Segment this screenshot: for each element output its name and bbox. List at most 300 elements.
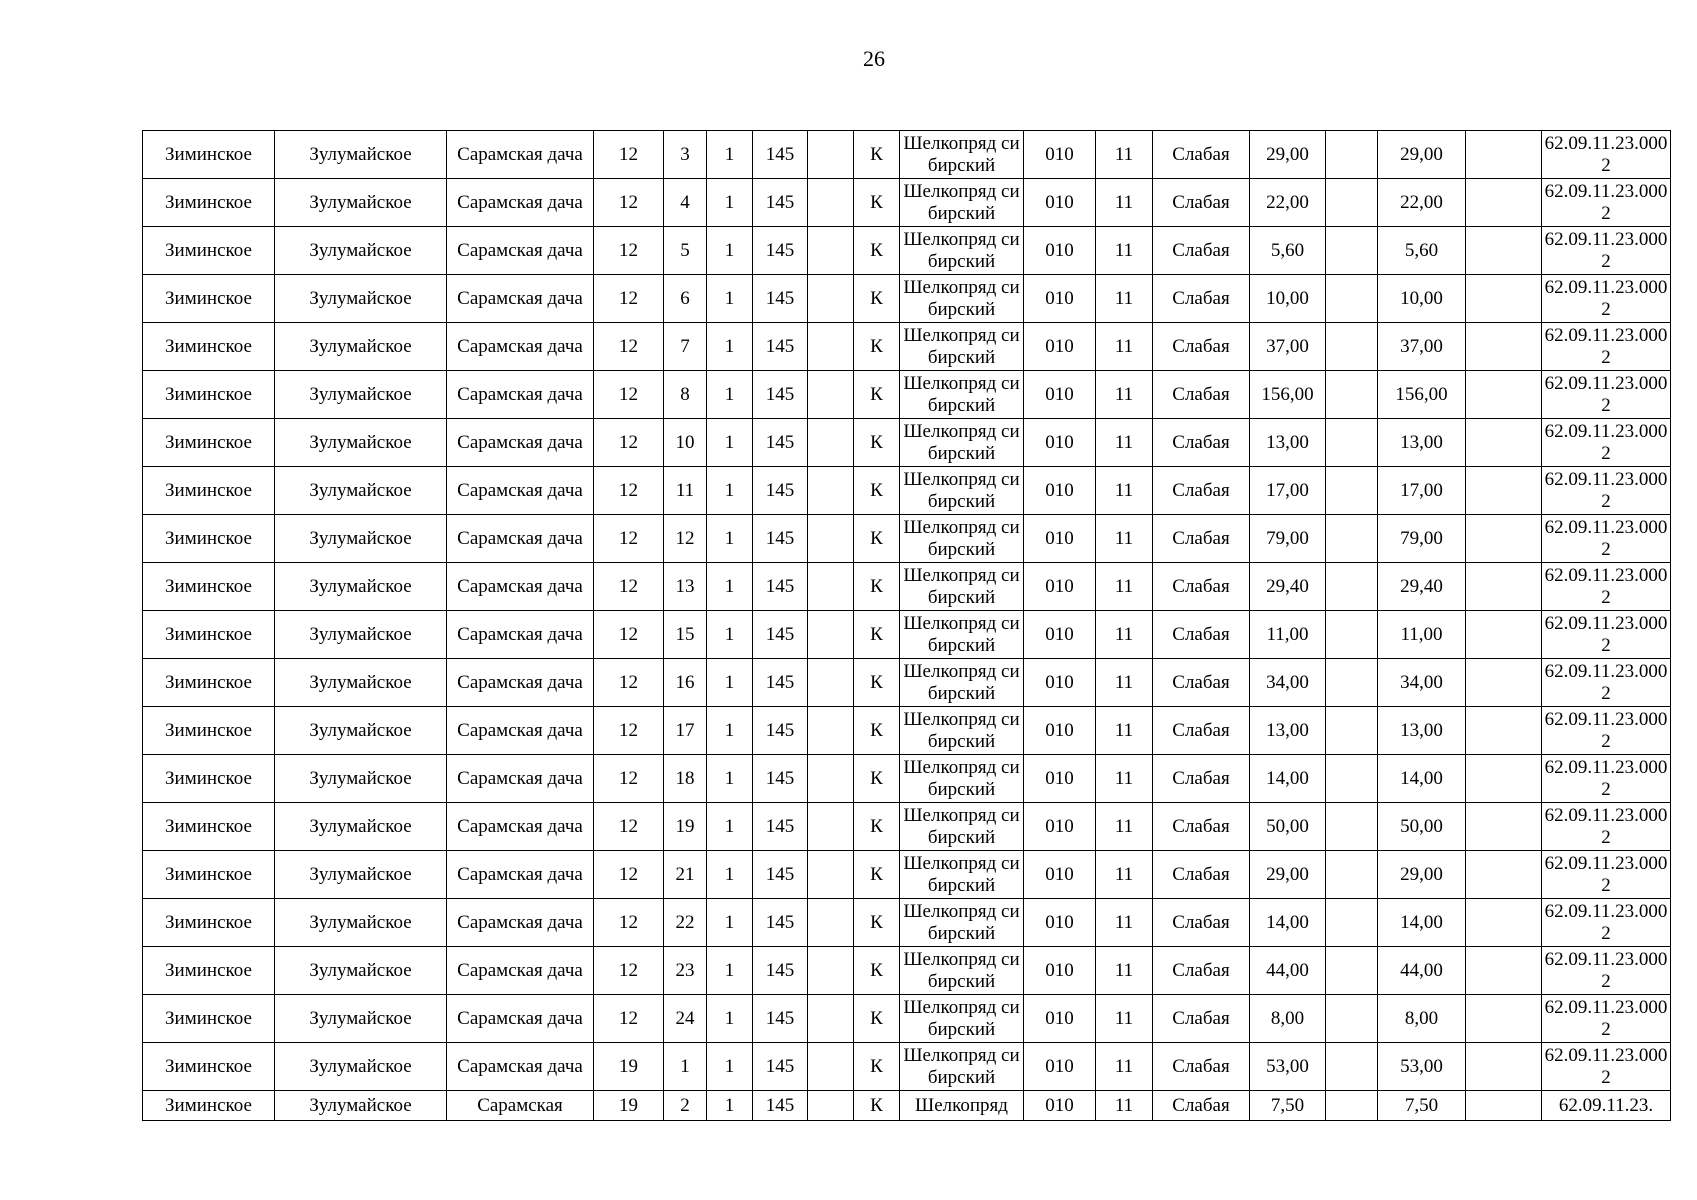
- table-cell: Шелкопряд сибирский: [900, 1043, 1024, 1091]
- table-cell: 1: [707, 227, 753, 275]
- table-cell: Зулумайское: [275, 131, 447, 179]
- table-cell: 1: [707, 659, 753, 707]
- page-number: 26: [863, 46, 885, 71]
- table-cell: 010: [1024, 899, 1096, 947]
- table-cell: 62.09.11.23.0002: [1542, 851, 1671, 899]
- table-cell: [808, 131, 854, 179]
- table-cell: Шелкопряд сибирский: [900, 851, 1024, 899]
- table-cell: Зулумайское: [275, 515, 447, 563]
- table-row: [143, 1043, 1671, 1091]
- table-cell: Слабая: [1153, 515, 1250, 563]
- table-cell: Зулумайское: [275, 755, 447, 803]
- table-cell: [1466, 1091, 1542, 1121]
- table-cell: Шелкопряд сибирский: [900, 131, 1024, 179]
- table-row: [143, 755, 1671, 803]
- table-cell: [1326, 947, 1378, 995]
- table-cell: Зиминское: [143, 515, 275, 563]
- table-cell: [808, 611, 854, 659]
- table-cell: 13,00: [1378, 707, 1466, 755]
- table-cell: К: [854, 371, 900, 419]
- table-cell: [1326, 275, 1378, 323]
- table-cell: [808, 1043, 854, 1091]
- table-cell: 79,00: [1378, 515, 1466, 563]
- table-cell: 11: [1096, 707, 1153, 755]
- table-cell: 13,00: [1250, 707, 1326, 755]
- table-cell: [1326, 1043, 1378, 1091]
- table-cell: [1326, 611, 1378, 659]
- table-cell: Слабая: [1153, 563, 1250, 611]
- table-cell: К: [854, 659, 900, 707]
- table-cell: 8,00: [1250, 995, 1326, 1043]
- table-cell: 145: [753, 659, 808, 707]
- table-cell: 5,60: [1378, 227, 1466, 275]
- table-cell: Сарамская дача: [447, 947, 594, 995]
- table-cell: К: [854, 563, 900, 611]
- table-cell: [808, 563, 854, 611]
- table-row: [143, 659, 1671, 707]
- table-cell: [1326, 323, 1378, 371]
- table-cell: Слабая: [1153, 131, 1250, 179]
- table-cell: 11: [1096, 803, 1153, 851]
- table-cell: Сарамская дача: [447, 275, 594, 323]
- table-cell: 11: [1096, 947, 1153, 995]
- table-cell: [808, 227, 854, 275]
- table-cell: 62.09.11.23.0002: [1542, 611, 1671, 659]
- table-cell: К: [854, 275, 900, 323]
- table-cell: 145: [753, 275, 808, 323]
- table-cell: 12: [594, 899, 664, 947]
- table-cell: 12: [594, 467, 664, 515]
- table-cell: 1: [707, 707, 753, 755]
- table-cell: 145: [753, 995, 808, 1043]
- table-cell: Слабая: [1153, 1091, 1250, 1121]
- table-cell: Зиминское: [143, 323, 275, 371]
- table-cell: 11: [664, 467, 707, 515]
- table-cell: 145: [753, 755, 808, 803]
- table-cell: Зулумайское: [275, 899, 447, 947]
- table-cell: Зиминское: [143, 851, 275, 899]
- table-cell: 1: [707, 419, 753, 467]
- table-cell: 010: [1024, 275, 1096, 323]
- table-cell: Слабая: [1153, 371, 1250, 419]
- table-cell: Шелкопряд сибирский: [900, 227, 1024, 275]
- table-cell: К: [854, 515, 900, 563]
- table-cell: 010: [1024, 947, 1096, 995]
- table-cell: 010: [1024, 227, 1096, 275]
- table-cell: [1466, 851, 1542, 899]
- table-cell: [808, 1091, 854, 1121]
- table-cell: 50,00: [1378, 803, 1466, 851]
- table-cell: 62.09.11.23.0002: [1542, 947, 1671, 995]
- table-cell: Зиминское: [143, 419, 275, 467]
- table-cell: К: [854, 707, 900, 755]
- table-cell: К: [854, 851, 900, 899]
- table-cell: 14,00: [1250, 755, 1326, 803]
- table-cell: 12: [594, 563, 664, 611]
- table-cell: 29,40: [1250, 563, 1326, 611]
- table-cell: 22,00: [1378, 179, 1466, 227]
- table-cell: 62.09.11.23.0002: [1542, 755, 1671, 803]
- table-cell: Зиминское: [143, 755, 275, 803]
- table-cell: 010: [1024, 131, 1096, 179]
- table-cell: 145: [753, 707, 808, 755]
- table-cell: К: [854, 899, 900, 947]
- table-cell: 62.09.11.23.0002: [1542, 515, 1671, 563]
- table-cell: [1466, 707, 1542, 755]
- table-cell: 145: [753, 323, 808, 371]
- table-row: [143, 275, 1671, 323]
- table-cell: 13: [664, 563, 707, 611]
- table-cell: Слабая: [1153, 419, 1250, 467]
- table-cell: 62.09.11.23.0002: [1542, 179, 1671, 227]
- table-cell: 12: [594, 275, 664, 323]
- table-cell: 6: [664, 275, 707, 323]
- table-cell: Зиминское: [143, 659, 275, 707]
- table-cell: 1: [707, 947, 753, 995]
- table-cell: 7,50: [1378, 1091, 1466, 1121]
- table-cell: Зиминское: [143, 707, 275, 755]
- table-cell: 1: [707, 851, 753, 899]
- table-cell: Шелкопряд: [900, 1091, 1024, 1121]
- table-cell: Шелкопряд сибирский: [900, 467, 1024, 515]
- table-cell: 1: [664, 1043, 707, 1091]
- table-cell: Слабая: [1153, 851, 1250, 899]
- table-cell: К: [854, 755, 900, 803]
- table-cell: [808, 803, 854, 851]
- table-cell: К: [854, 131, 900, 179]
- table-row: [143, 467, 1671, 515]
- table-cell: 1: [707, 467, 753, 515]
- table-cell: 11: [1096, 995, 1153, 1043]
- table-cell: Слабая: [1153, 323, 1250, 371]
- table-cell: 11: [1096, 515, 1153, 563]
- table-cell: 1: [707, 131, 753, 179]
- table-cell: 1: [707, 755, 753, 803]
- table-cell: 34,00: [1250, 659, 1326, 707]
- table-cell: Слабая: [1153, 803, 1250, 851]
- table-cell: Сарамская дача: [447, 707, 594, 755]
- table-cell: 145: [753, 179, 808, 227]
- table-row: [143, 995, 1671, 1043]
- table-cell: [1326, 899, 1378, 947]
- table-cell: 29,00: [1250, 851, 1326, 899]
- table-cell: 62.09.11.23.0002: [1542, 419, 1671, 467]
- table-cell: 62.09.11.23.0002: [1542, 707, 1671, 755]
- table-cell: 18: [664, 755, 707, 803]
- table-cell: [1326, 803, 1378, 851]
- table-cell: Слабая: [1153, 467, 1250, 515]
- table-cell: 50,00: [1250, 803, 1326, 851]
- table-cell: Зиминское: [143, 131, 275, 179]
- table-cell: 11: [1096, 131, 1153, 179]
- table-cell: 1: [707, 179, 753, 227]
- table-cell: 44,00: [1378, 947, 1466, 995]
- table-cell: Шелкопряд сибирский: [900, 419, 1024, 467]
- table-cell: 010: [1024, 995, 1096, 1043]
- table-cell: 10,00: [1250, 275, 1326, 323]
- table-cell: [1466, 803, 1542, 851]
- table-cell: [808, 323, 854, 371]
- table-cell: Сарамская дача: [447, 899, 594, 947]
- table-cell: Зулумайское: [275, 851, 447, 899]
- table-cell: Шелкопряд сибирский: [900, 179, 1024, 227]
- table-cell: 11: [1096, 563, 1153, 611]
- table-cell: Зулумайское: [275, 707, 447, 755]
- table-cell: [808, 899, 854, 947]
- table-cell: Зулумайское: [275, 467, 447, 515]
- table-cell: Шелкопряд сибирский: [900, 899, 1024, 947]
- table-cell: Зулумайское: [275, 275, 447, 323]
- table-cell: [1466, 179, 1542, 227]
- table-cell: 62.09.11.23.0002: [1542, 275, 1671, 323]
- table-cell: Зиминское: [143, 803, 275, 851]
- table-cell: 79,00: [1250, 515, 1326, 563]
- table-cell: 12: [664, 515, 707, 563]
- table-cell: 4: [664, 179, 707, 227]
- table-cell: 010: [1024, 851, 1096, 899]
- table-cell: [808, 947, 854, 995]
- table-cell: [808, 515, 854, 563]
- table-cell: Зиминское: [143, 371, 275, 419]
- table-cell: 12: [594, 659, 664, 707]
- table-cell: Сарамская: [447, 1091, 594, 1121]
- table-row: [143, 1091, 1671, 1121]
- table-cell: 145: [753, 947, 808, 995]
- table-cell: 1: [707, 899, 753, 947]
- table-body: [143, 131, 1671, 1121]
- table-cell: [1326, 131, 1378, 179]
- table-cell: Сарамская дача: [447, 371, 594, 419]
- table-cell: 62.09.11.23.0002: [1542, 659, 1671, 707]
- table-cell: 11: [1096, 227, 1153, 275]
- table-cell: Зулумайское: [275, 803, 447, 851]
- table-cell: Зиминское: [143, 1043, 275, 1091]
- table-cell: 010: [1024, 611, 1096, 659]
- table-cell: 29,40: [1378, 563, 1466, 611]
- table-cell: [1326, 419, 1378, 467]
- table-cell: 145: [753, 1091, 808, 1121]
- table-cell: 1: [707, 515, 753, 563]
- table-cell: [1466, 1043, 1542, 1091]
- table-cell: [1326, 467, 1378, 515]
- table-cell: 62.09.11.23.0002: [1542, 803, 1671, 851]
- table-cell: Сарамская дача: [447, 995, 594, 1043]
- table-cell: [1466, 275, 1542, 323]
- table-cell: Сарамская дача: [447, 611, 594, 659]
- table-cell: Зиминское: [143, 275, 275, 323]
- table-cell: 34,00: [1378, 659, 1466, 707]
- table-cell: 14,00: [1250, 899, 1326, 947]
- table-cell: 010: [1024, 1091, 1096, 1121]
- table-cell: 5,60: [1250, 227, 1326, 275]
- table-cell: 29,00: [1378, 851, 1466, 899]
- table-cell: [808, 707, 854, 755]
- table-cell: 010: [1024, 707, 1096, 755]
- table-cell: Зиминское: [143, 947, 275, 995]
- table-cell: [1466, 323, 1542, 371]
- table-cell: [1326, 659, 1378, 707]
- table-cell: 010: [1024, 419, 1096, 467]
- table-cell: [1326, 1091, 1378, 1121]
- table-cell: [1466, 755, 1542, 803]
- table-cell: 1: [707, 371, 753, 419]
- table-cell: Зулумайское: [275, 179, 447, 227]
- table-cell: 24: [664, 995, 707, 1043]
- table-cell: [1326, 563, 1378, 611]
- table-cell: 12: [594, 179, 664, 227]
- table-row: [143, 227, 1671, 275]
- table-cell: 7,50: [1250, 1091, 1326, 1121]
- table-cell: К: [854, 1091, 900, 1121]
- table-cell: 44,00: [1250, 947, 1326, 995]
- table-cell: 17: [664, 707, 707, 755]
- table-cell: Зулумайское: [275, 1091, 447, 1121]
- table-cell: 14,00: [1378, 755, 1466, 803]
- table-cell: 62.09.11.23.0002: [1542, 899, 1671, 947]
- table-cell: 11: [1096, 323, 1153, 371]
- table-cell: 62.09.11.23.0002: [1542, 323, 1671, 371]
- table-cell: [1466, 611, 1542, 659]
- table-row: [143, 803, 1671, 851]
- table-cell: 156,00: [1378, 371, 1466, 419]
- table-cell: [808, 659, 854, 707]
- table-cell: Зулумайское: [275, 419, 447, 467]
- table-cell: 13,00: [1250, 419, 1326, 467]
- table-cell: [1326, 755, 1378, 803]
- table-cell: 11,00: [1378, 611, 1466, 659]
- table-cell: К: [854, 611, 900, 659]
- table-cell: 16: [664, 659, 707, 707]
- table-cell: 010: [1024, 467, 1096, 515]
- table-cell: К: [854, 947, 900, 995]
- table-cell: 12: [594, 419, 664, 467]
- table-cell: 29,00: [1250, 131, 1326, 179]
- table-cell: Сарамская дача: [447, 467, 594, 515]
- table-cell: 145: [753, 371, 808, 419]
- forest-damage-table: [142, 130, 1671, 1121]
- table-cell: 11: [1096, 659, 1153, 707]
- table-cell: 010: [1024, 755, 1096, 803]
- table-cell: 8,00: [1378, 995, 1466, 1043]
- table-cell: 145: [753, 851, 808, 899]
- table-cell: 156,00: [1250, 371, 1326, 419]
- table-cell: [808, 419, 854, 467]
- table-cell: [808, 755, 854, 803]
- table-cell: 1: [707, 563, 753, 611]
- table-cell: 1: [707, 1091, 753, 1121]
- table-cell: 145: [753, 515, 808, 563]
- table-cell: 12: [594, 707, 664, 755]
- table-cell: Сарамская дача: [447, 563, 594, 611]
- table-cell: Сарамская дача: [447, 227, 594, 275]
- table-cell: 145: [753, 467, 808, 515]
- table-cell: Сарамская дача: [447, 131, 594, 179]
- table-cell: Слабая: [1153, 899, 1250, 947]
- table-cell: 37,00: [1250, 323, 1326, 371]
- table-cell: Слабая: [1153, 755, 1250, 803]
- table-cell: [1326, 515, 1378, 563]
- table-cell: [1466, 227, 1542, 275]
- table-cell: Зулумайское: [275, 1043, 447, 1091]
- table-cell: Зулумайское: [275, 371, 447, 419]
- table-cell: 12: [594, 947, 664, 995]
- table-cell: 12: [594, 323, 664, 371]
- table-cell: Шелкопряд сибирский: [900, 275, 1024, 323]
- table-cell: 62.09.11.23.0002: [1542, 563, 1671, 611]
- table-cell: 010: [1024, 515, 1096, 563]
- table-cell: 145: [753, 131, 808, 179]
- table-cell: К: [854, 419, 900, 467]
- table-cell: 62.09.11.23.0002: [1542, 227, 1671, 275]
- table-cell: 10: [664, 419, 707, 467]
- table-cell: 010: [1024, 1043, 1096, 1091]
- table-cell: 7: [664, 323, 707, 371]
- table-cell: Шелкопряд сибирский: [900, 707, 1024, 755]
- table-cell: Шелкопряд сибирский: [900, 659, 1024, 707]
- table-cell: Слабая: [1153, 707, 1250, 755]
- table-cell: Зиминское: [143, 611, 275, 659]
- table-row: [143, 851, 1671, 899]
- table-cell: [1326, 995, 1378, 1043]
- table-cell: 145: [753, 611, 808, 659]
- table-cell: [808, 467, 854, 515]
- table-row: [143, 947, 1671, 995]
- table-cell: 11: [1096, 899, 1153, 947]
- table-cell: 1: [707, 995, 753, 1043]
- table-cell: 13,00: [1378, 419, 1466, 467]
- table-cell: 53,00: [1250, 1043, 1326, 1091]
- table-row: [143, 899, 1671, 947]
- table-cell: Шелкопряд сибирский: [900, 755, 1024, 803]
- table-cell: Слабая: [1153, 179, 1250, 227]
- table-row: [143, 563, 1671, 611]
- table-cell: 145: [753, 1043, 808, 1091]
- table-cell: 37,00: [1378, 323, 1466, 371]
- table-cell: [808, 179, 854, 227]
- table-cell: Сарамская дача: [447, 851, 594, 899]
- table-cell: 10,00: [1378, 275, 1466, 323]
- table-cell: 010: [1024, 371, 1096, 419]
- table-cell: 12: [594, 995, 664, 1043]
- table-cell: 145: [753, 899, 808, 947]
- table-cell: 17,00: [1378, 467, 1466, 515]
- table-cell: [1326, 179, 1378, 227]
- table-cell: 12: [594, 515, 664, 563]
- table-cell: 12: [594, 803, 664, 851]
- table-cell: 17,00: [1250, 467, 1326, 515]
- table-cell: [1326, 227, 1378, 275]
- table-cell: Слабая: [1153, 275, 1250, 323]
- table-row: [143, 371, 1671, 419]
- table-row: [143, 323, 1671, 371]
- table-cell: Зулумайское: [275, 947, 447, 995]
- table-cell: 11: [1096, 467, 1153, 515]
- table-cell: Зулумайское: [275, 227, 447, 275]
- table-cell: [1466, 947, 1542, 995]
- table-cell: 145: [753, 227, 808, 275]
- table-cell: [808, 851, 854, 899]
- table-cell: Шелкопряд сибирский: [900, 611, 1024, 659]
- table-cell: 1: [707, 803, 753, 851]
- table-cell: [808, 995, 854, 1043]
- table-cell: 12: [594, 611, 664, 659]
- table-cell: [1466, 899, 1542, 947]
- table-cell: 15: [664, 611, 707, 659]
- table-cell: 1: [707, 323, 753, 371]
- table-cell: 29,00: [1378, 131, 1466, 179]
- table-cell: 5: [664, 227, 707, 275]
- table-cell: Зулумайское: [275, 995, 447, 1043]
